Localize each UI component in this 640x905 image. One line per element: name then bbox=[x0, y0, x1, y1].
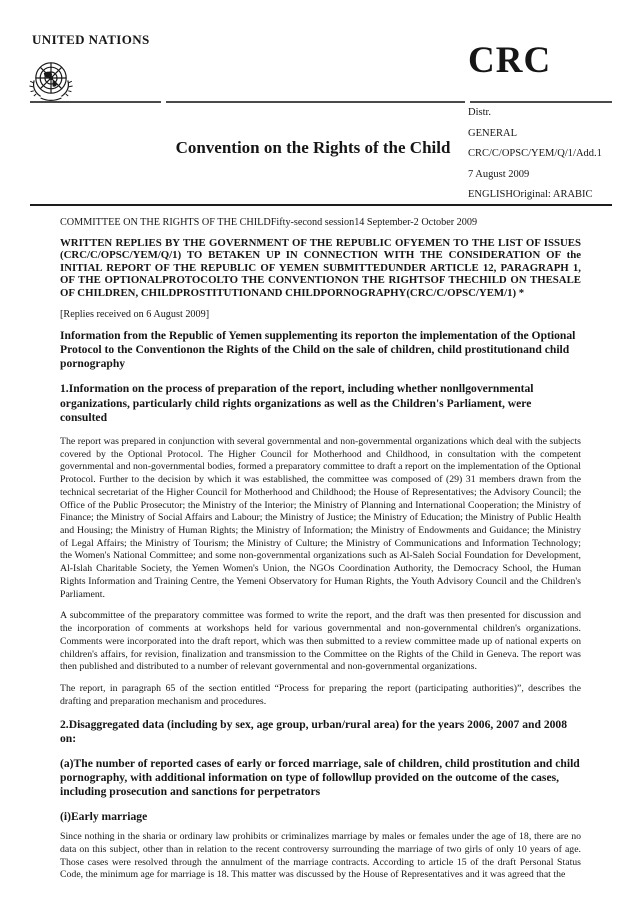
heading-information-from-yemen: Information from the Republic of Yemen supplementing its reporton the implementation of the Optional Protocol to the Conventionon the Rights of the Child on the sale of children, child prostitutionand child pornography bbox=[60, 329, 576, 371]
paragraph-subcommittee: A subcommittee of the preparatory committee was formed to write the report, and the draft was then presented for discussion and the incorporation of comments at workshops held for various governmental and non-governmental children's organizations. Comments were incorporated into the draft report, which was then submitted to a review committee made up of national experts on children's affairs, for revision, finalization and transmission to the Committee on the Rights of the Child in Geneva. The report was then published and distributed to a number of relevant governmental and non-governmental organizations. bbox=[60, 610, 581, 673]
doc-reference: CRC/C/OPSC/YEM/Q/1/Add.1 bbox=[468, 148, 602, 160]
distr-value: GENERAL bbox=[468, 127, 517, 139]
heading-section-2: 2.Disaggregated data (including by sex, age group, urban/rural area) for the years 2006, 2007 and 2008 on: bbox=[60, 717, 568, 745]
un-org-name: UNITED NATIONS bbox=[32, 32, 150, 47]
paragraph-report-preparation: The report was prepared in conjunction with several governmental and non-governmental organizations which deal with the subjects covered by the Optional Protocol. The Higher Council for Motherhood and Childhood, in consultation with the competent governmental and non-governmental bodies, formed a preparatory committee to draft a report on the implementation of the Optional Protocol. Further to the decision by which it was established, the committee was composed of (29) 31 members drawn from the technical secretariat of the Higher Council for Motherhood and Childhood; the House of Representatives; the Advisory Council; the Office of the Public Prosecutor; the Ministry of the Interior; the Ministry of Planning and International Cooperation; the Ministry of Finance; the Ministry of Social Affairs and Labour; the Ministry of Justice; the Ministry of Education; the Ministry of Public Health and Housing; the Ministry of Human Rights; the Ministry of Information; the Ministry of Endowments and Guidance; the Ministry of Legal Affairs; the Ministry of Tourism; the Ministry of Culture; the Ministry of Communications and Information Technology; the Women's National Committee; and some non-governmental organizations such as Al-Saleh Social Foundation for Development, Al-Islah Charitable Society, the Yemen Women's Union, the NGOs Coordination Authority, the Democracy School, the Human Rights Information and Training Centre, the Yemeni Observatory for Human Rights, the Youth Advisory Council and the Children's Parliament. bbox=[60, 435, 581, 600]
heading-early-marriage: (i)Early marriage bbox=[60, 810, 148, 824]
replies-received-line: [Replies received on 6 August 2009] bbox=[60, 309, 210, 321]
distr-label: Distr. bbox=[468, 107, 492, 118]
doc-language: ENGLISHOriginal: ARABIC bbox=[468, 189, 593, 201]
header-rule-left bbox=[30, 101, 161, 103]
header-bottom-rule bbox=[30, 204, 612, 206]
header-rule-middle bbox=[166, 101, 465, 103]
doc-date: 7 August 2009 bbox=[468, 168, 530, 180]
distribution-block bbox=[468, 103, 628, 206]
heading-section-1: 1.Information on the process of preparation of the report, including whether nonllgovernmental organizations, particularly child rights organizations as well as the Children's Parliament, were consulted bbox=[60, 382, 534, 424]
paragraph-report-paragraph-65: The report, in paragraph 65 of the section entitled “Process for preparing the report (participating authorities)”, describes the drafting and preparation mechanism and procedures. bbox=[60, 683, 581, 707]
committee-session-line: COMMITTEE ON THE RIGHTS OF THE CHILDFifty-second session14 September-2 October 2009 bbox=[60, 217, 478, 228]
heading-section-2a: (a)The number of reported cases of early or forced marriage, sale of children, child prostitution and child pornography, with additional information on type of followllup provided on the outcome of the cases, including prosecution and sanctions for perpetrators bbox=[60, 756, 580, 799]
page-title: Convention on the Rights of the Child bbox=[175, 138, 451, 157]
subject-paragraph: WRITTEN REPLIES BY THE GOVERNMENT OF THE REPUBLIC OFYEMEN TO THE LIST OF ISSUES (CRC/C/OPSC/YEM/Q/1) TO BETAKEN UP IN CONNECTION WITH THE CONSIDERATION OF the INITIAL REPORT OF THE REPUBLIC OF YEMEN SUBMITTEDUNDER ARTICLE 12, PARAGRAPH 1, OF THE OPTIONALPROTOCOLTO THE CONVENTIONON THE RIGHTSOF THECHILD ON THESALE OF CHILDREN, CHILDPROSTITUTIONAND CHILDPORNOGRAPHY(CRC/C/OPSC/YEM/1) * bbox=[60, 237, 581, 299]
doc-symbol-crc: CRC bbox=[468, 40, 552, 81]
un-emblem-icon bbox=[27, 58, 75, 106]
paragraph-early-marriage: Since nothing in the sharia or ordinary law prohibits or criminalizes marriage by males or females under the age of 18, there are no data on this subject, other than in relation to the recent controversy surrounding the marriage of two girls of only 10 years of age. Those cases were resolved through the annulment of the marriage contracts. According to article 15 of the draft Personal Status Code, the minimum age for marriage is 18. This matter was discussed by the House of Representatives and it was agreed that the bbox=[60, 831, 581, 881]
document-body bbox=[60, 217, 581, 891]
